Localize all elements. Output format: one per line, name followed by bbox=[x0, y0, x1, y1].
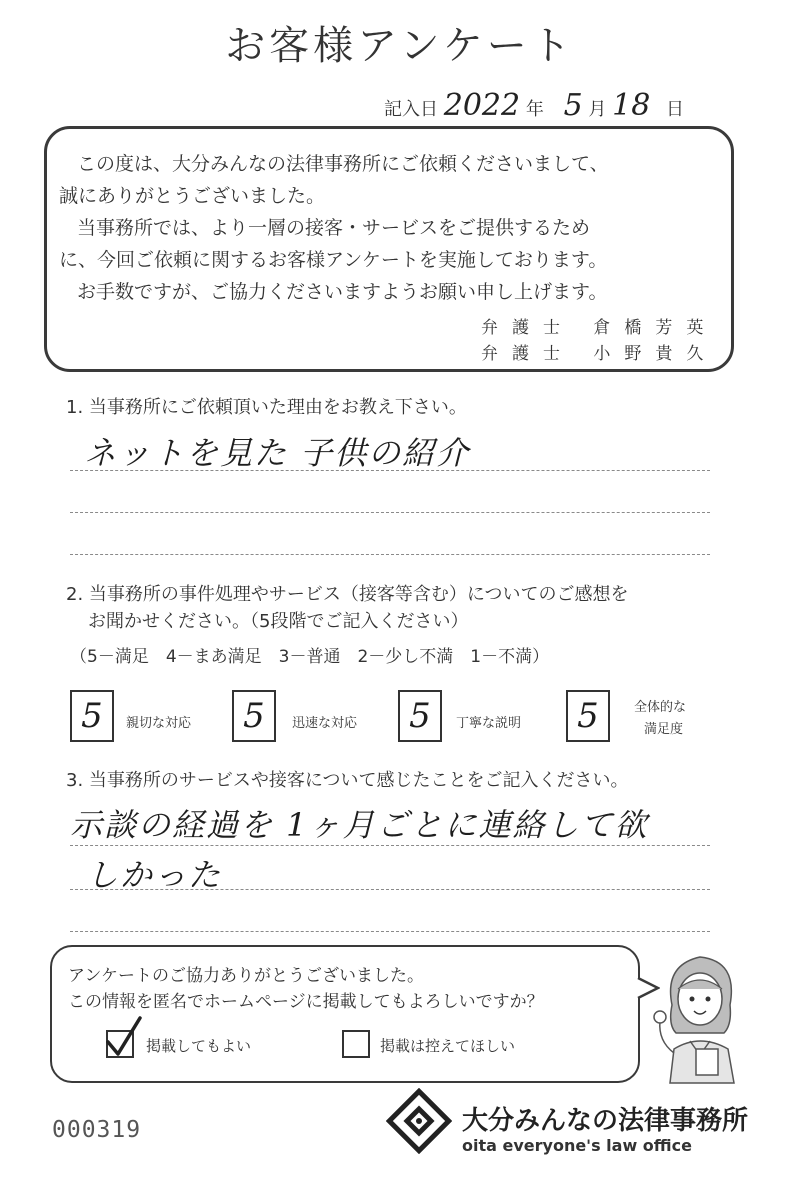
signature-2: 弁護士 小野貴久 bbox=[481, 344, 718, 364]
brand-name: 大分みんなの法律事務所 bbox=[462, 1106, 749, 1136]
rating-scale: （5－満足 4－まあ満足 3－普通 2－少し不満 1－不満） bbox=[70, 647, 550, 667]
answer-line bbox=[70, 889, 710, 890]
intro-line-4: に、今回ご依頼に関するお客様アンケートを実施しております。 bbox=[59, 249, 608, 271]
staff-illustration-icon bbox=[650, 945, 750, 1085]
law-office-logo-icon bbox=[386, 1088, 452, 1154]
signature-1: 弁護士 倉橋芳英 bbox=[481, 318, 718, 338]
date-label: 記入日 bbox=[384, 99, 438, 120]
answer-3-line-2: しかった bbox=[86, 856, 223, 894]
brand-subtitle: oita everyone's law office bbox=[462, 1136, 692, 1155]
intro-line-1: この度は、大分みんなの法律事務所にご依頼くださいまして、 bbox=[77, 153, 609, 175]
page-title: お客様アンケート bbox=[225, 23, 575, 69]
intro-box bbox=[44, 126, 734, 372]
answer-line bbox=[70, 470, 710, 471]
day-unit: 日 bbox=[666, 99, 685, 120]
date-year: 2022 bbox=[443, 88, 521, 123]
intro-line-5: お手数ですが、ご協力くださいますようお願い申し上げます。 bbox=[77, 281, 608, 303]
answer-3-line-1: 示談の経過を 1ヶ月ごとに連絡して欲 bbox=[70, 806, 649, 844]
entry-date bbox=[384, 88, 684, 123]
rating-label-overall-2: 満足度 bbox=[644, 722, 684, 737]
intro-line-3: 当事務所では、より一層の接客・サービスをご提供するため bbox=[77, 217, 591, 239]
answer-line bbox=[70, 845, 710, 846]
rating-box-overall[interactable]: 5 bbox=[566, 690, 610, 742]
serial-number: 000319 bbox=[52, 1117, 142, 1143]
answer-line bbox=[70, 512, 710, 513]
question-2-line-2: お聞かせください。（5段階でご記入ください） bbox=[88, 611, 469, 632]
rating-box-speed[interactable]: 5 bbox=[232, 690, 276, 742]
intro-line-2: 誠にありがとうございました。 bbox=[59, 185, 326, 207]
rating-label-overall-1: 全体的な bbox=[634, 700, 687, 715]
closing-line-1: アンケートのご協力ありがとうございました。 bbox=[68, 966, 424, 986]
closing-line-2: この情報を匿名でホームページに掲載してもよろしいですか？ bbox=[68, 992, 544, 1012]
question-3: 3. 当事務所のサービスや接客について感じたことをご記入ください。 bbox=[66, 770, 629, 791]
rating-box-explanation[interactable]: 5 bbox=[398, 690, 442, 742]
question-1: 1. 当事務所にご依頼頂いた理由をお教え下さい。 bbox=[66, 397, 467, 418]
date-day: 18 bbox=[612, 88, 651, 123]
consent-no-checkbox[interactable] bbox=[342, 1030, 370, 1058]
answer-line bbox=[70, 554, 710, 555]
consent-no-label: 掲載は控えてほしい bbox=[380, 1037, 516, 1055]
question-2-line-1: 2. 当事務所の事件処理やサービス（接客等含む）についてのご感想を bbox=[66, 584, 629, 605]
month-unit: 月 bbox=[588, 99, 607, 120]
consent-yes-label: 掲載してもよい bbox=[146, 1037, 252, 1055]
year-unit: 年 bbox=[525, 99, 544, 120]
answer-1: ネットを見た 子供の紹介 bbox=[84, 434, 471, 472]
answer-line bbox=[70, 931, 710, 932]
rating-label-speed: 迅速な対応 bbox=[292, 716, 358, 731]
rating-label-kindness: 親切な対応 bbox=[126, 716, 192, 731]
rating-box-kindness[interactable]: 5 bbox=[70, 690, 114, 742]
check-mark-icon bbox=[102, 1014, 144, 1060]
date-month: 5 bbox=[563, 88, 583, 123]
rating-label-explanation: 丁寧な説明 bbox=[456, 716, 522, 731]
